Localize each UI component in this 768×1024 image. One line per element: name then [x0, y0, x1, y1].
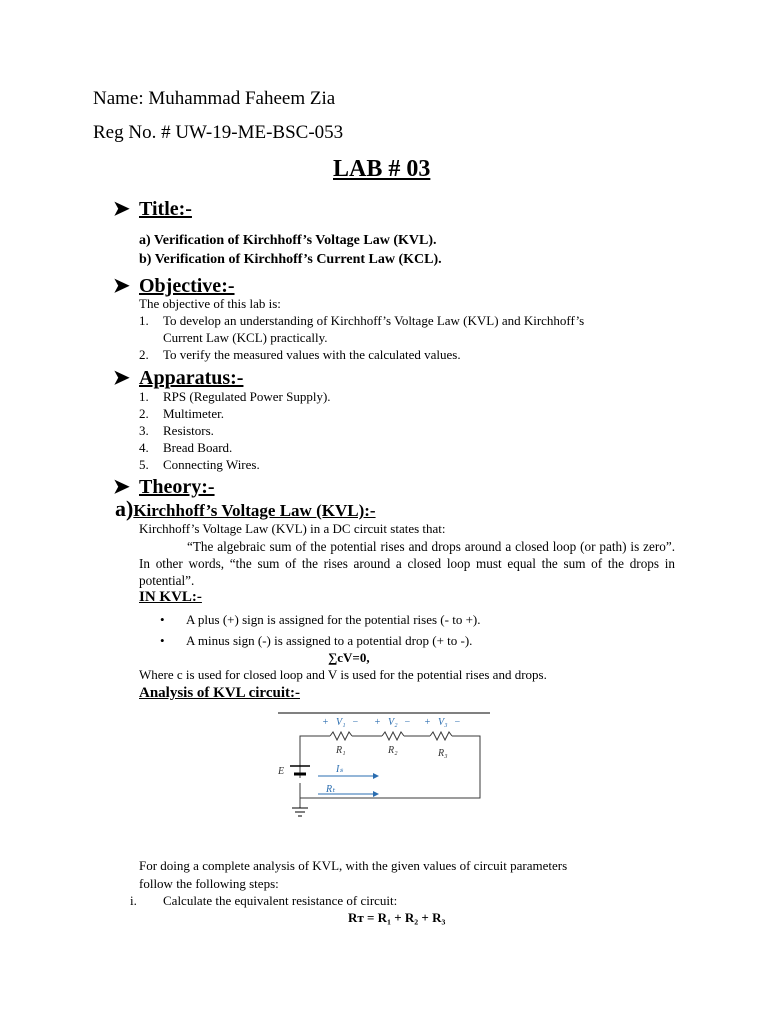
- svg-text:−: −: [352, 717, 359, 728]
- r2-label: R₂: [388, 745, 398, 756]
- svg-text:+: +: [424, 717, 431, 728]
- kvl-rule-bullet: • A minus sign (-) is assigned to a potential drop (+ to -).: [160, 633, 473, 648]
- r1-label: R₁: [336, 745, 346, 756]
- rt-label: Rₜ: [326, 784, 336, 795]
- kvl-circuit-diagram: [278, 708, 493, 820]
- svg-text:+: +: [374, 717, 381, 728]
- title-item-a: a) Verification of Kirchhoff’s Voltage Law (KVL).: [139, 233, 437, 248]
- apparatus-item: 4. Bread Board.: [139, 440, 233, 455]
- analysis-text: For doing a complete analysis of KVL, with the given values of circuit parameters: [139, 858, 568, 873]
- rt-formula: Rᴛ = R₁ + R₂ + R₃: [348, 910, 446, 925]
- objective-item: 1. To develop an understanding of Kirchhoff’s Voltage Law (KVL) and Kirchhoff’s: [139, 313, 585, 328]
- kvl-heading: a)Kirchhoff’s Voltage Law (KVL):-: [115, 496, 376, 521]
- v2-label: V₂: [388, 717, 398, 728]
- kvl-intro: Kirchhoff’s Voltage Law (KVL) in a DC circuit states that:: [139, 521, 446, 536]
- svg-text:−: −: [404, 717, 411, 728]
- kvl-rule-bullet: • A plus (+) sign is assigned for the potential rises (- to +).: [160, 612, 481, 627]
- v3-label: V₃: [438, 717, 448, 728]
- objective-item: 2. To verify the measured values with the calculated values.: [139, 347, 461, 362]
- objective-intro: The objective of this lab is:: [139, 296, 281, 311]
- r3-label: R₃: [438, 748, 448, 759]
- step-item: i. Calculate the equivalent resistance of circuit:: [130, 893, 398, 908]
- lab-title: LAB # 03: [333, 156, 431, 182]
- resistor-r1: [330, 732, 352, 740]
- current-arrow: [318, 773, 379, 779]
- apparatus-item: 3. Resistors.: [139, 423, 214, 438]
- apparatus-item: 5. Connecting Wires.: [139, 457, 260, 472]
- apparatus-item: 2. Multimeter.: [139, 406, 225, 421]
- apparatus-heading: ➤ Apparatus:-: [113, 367, 244, 389]
- bullet-dot-icon: •: [160, 633, 165, 648]
- in-kvl-heading: IN KVL:-: [139, 589, 202, 605]
- kvl-formula: ∑cV=0,: [328, 650, 370, 665]
- source-e-label: E: [278, 766, 285, 777]
- current-is-label: Iₛ: [336, 764, 344, 775]
- analysis-heading: Analysis of KVL circuit:-: [139, 685, 300, 701]
- ground-symbol: [292, 798, 308, 816]
- student-name: Name: Muhammad Faheem Zia: [93, 88, 336, 109]
- title-heading: ➤ Title:-: [113, 198, 192, 220]
- v1-label: V₁: [336, 717, 346, 728]
- bullet-dot-icon: •: [160, 612, 165, 627]
- kvl-definition-quote: “The algebraic sum of the potential rises and drops around a closed loop (or path) is zero”. In other words, “the sum of the rises around a closed loop must equal the sum of the drops in potential”.: [139, 539, 675, 588]
- svg-text:+: +: [322, 717, 329, 728]
- theory-heading: ➤ Theory:-: [113, 476, 215, 498]
- svg-text:−: −: [454, 717, 461, 728]
- registration-number: Reg No. # UW-19-ME-BSC-053: [93, 122, 344, 143]
- title-item-b: b) Verification of Kirchhoff’s Current Law (KCL).: [139, 252, 442, 267]
- apparatus-item: 1. RPS (Regulated Power Supply).: [139, 389, 331, 404]
- objective-item-cont: Current Law (KCL) practically.: [163, 330, 328, 345]
- arrow-bullet-icon: ➤: [113, 367, 130, 389]
- resistor-r2: [382, 732, 404, 740]
- arrow-bullet-icon: ➤: [113, 275, 130, 297]
- resistor-r3: [430, 732, 452, 740]
- objective-heading: ➤ Objective:-: [113, 275, 235, 297]
- formula-explanation: Where c is used for closed loop and V is used for the potential rises and drops.: [139, 667, 547, 682]
- arrow-bullet-icon: ➤: [113, 198, 130, 220]
- arrow-bullet-icon: ➤: [113, 476, 130, 498]
- analysis-text-cont: follow the following steps:: [139, 876, 279, 891]
